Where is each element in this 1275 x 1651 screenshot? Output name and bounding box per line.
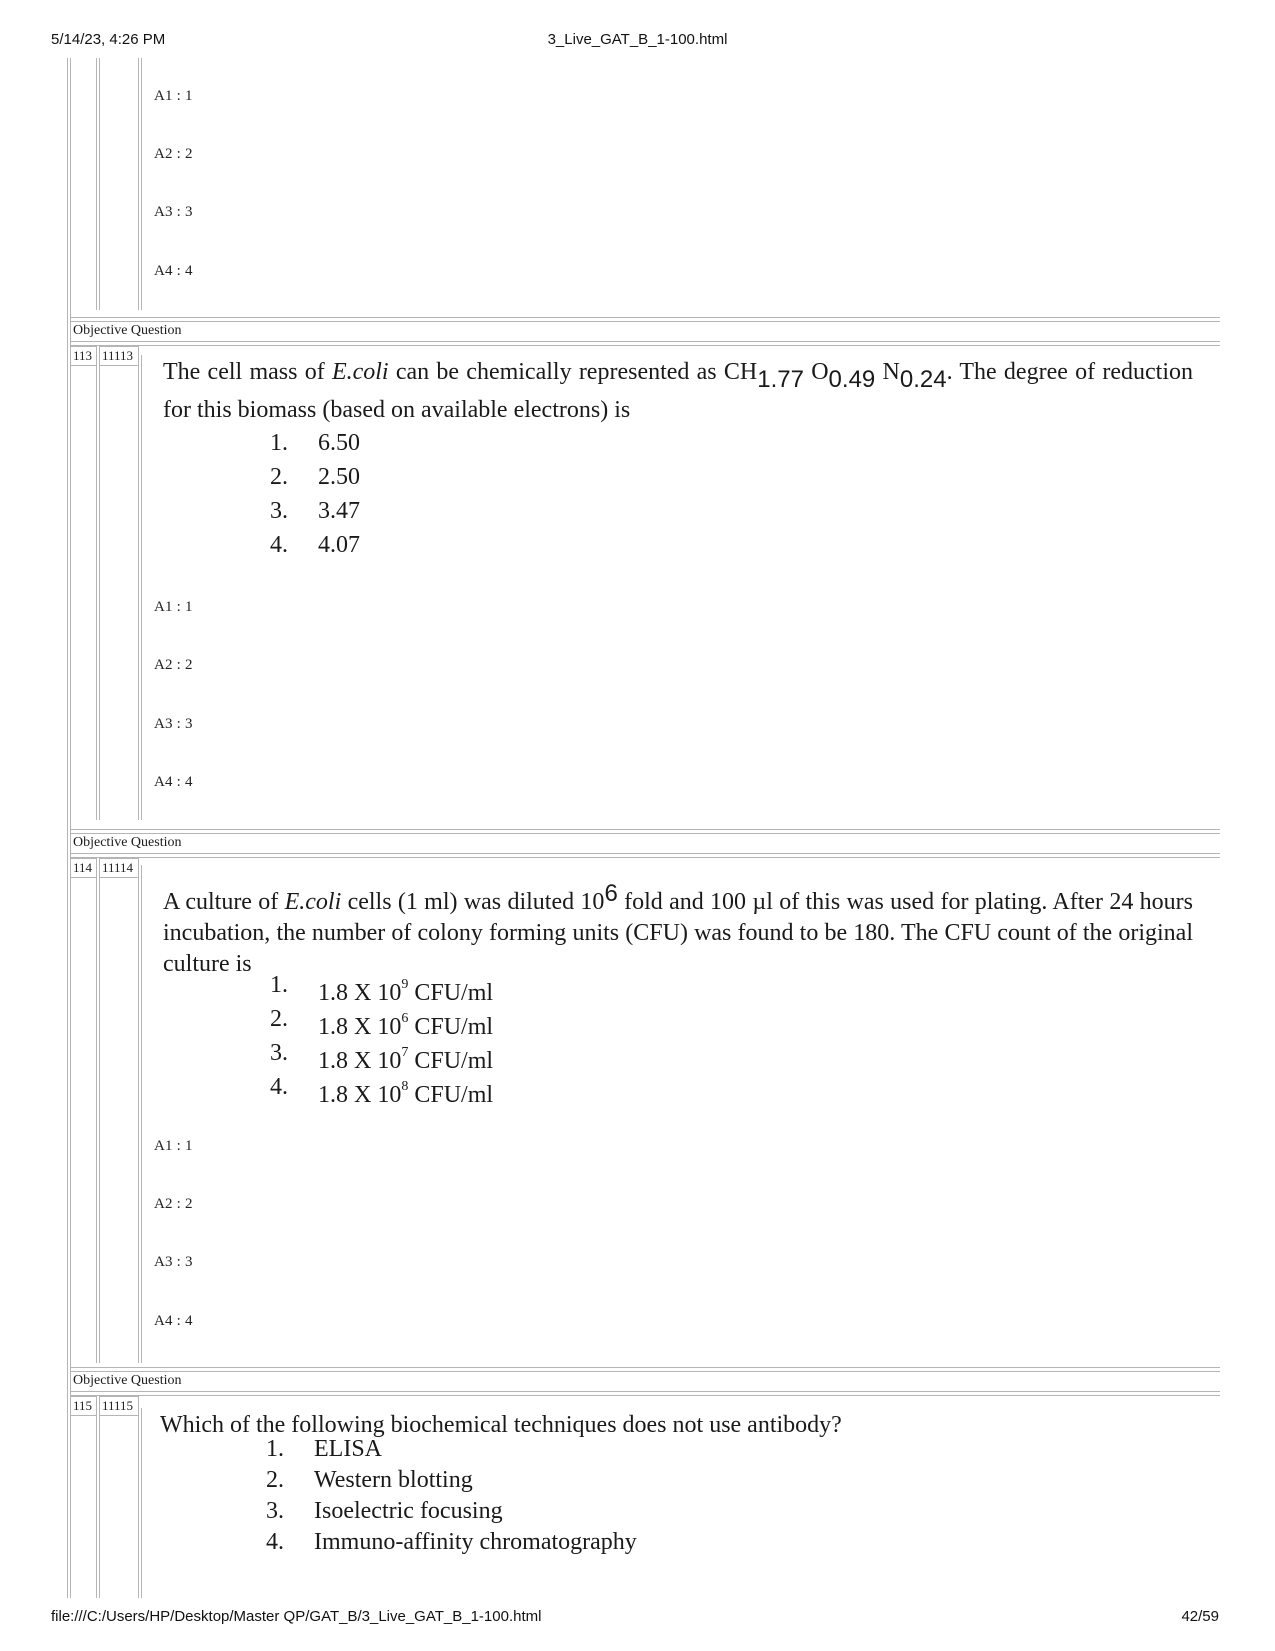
answer-key-a2: A2 : 2 [154, 657, 193, 673]
question-serial: 115 [70, 1396, 97, 1416]
option-text: 4.07 [318, 532, 360, 558]
print-datetime: 5/14/23, 4:26 PM [51, 31, 166, 48]
grid-line [141, 355, 142, 820]
answer-key-a1: A1 : 1 [154, 599, 193, 615]
print-file-path: file:///C:/Users/HP/Desktop/Master QP/GAT_B/3_Live_GAT_B_1-100.html [51, 1608, 542, 1625]
option-number: 2. [270, 1006, 288, 1032]
grid-line [138, 1408, 139, 1598]
option-text: 2.50 [318, 464, 360, 490]
question-type-label: Objective Question [73, 835, 182, 850]
answer-key-a3: A3 : 3 [154, 716, 193, 732]
exponent: 6 [401, 1011, 409, 1026]
superscript: 6 [604, 880, 618, 907]
question-text-part: O [803, 359, 829, 385]
subscript: 0.24 [899, 366, 947, 393]
grid-line [67, 58, 68, 1598]
option-number: 3. [266, 1498, 284, 1524]
exponent: 9 [401, 977, 409, 992]
grid-line [141, 865, 142, 1363]
question-type-label: Objective Question [73, 1373, 182, 1388]
row-divider [70, 829, 1220, 834]
option-base: 1.8 X 10 [318, 1082, 402, 1108]
answer-key-a3: A3 : 3 [154, 1254, 193, 1270]
option-number: 1. [266, 1436, 284, 1462]
option-text: Western blotting [314, 1467, 473, 1493]
grid-line [99, 355, 100, 820]
option-number: 2. [270, 464, 288, 490]
grid-line [99, 58, 100, 310]
question-text: Which of the following biochemical techniques does not use antibody? [160, 1412, 842, 1438]
option-base: 1.8 X 10 [318, 1048, 402, 1074]
option-text: Isoelectric focusing [314, 1498, 503, 1524]
grid-line [99, 1408, 100, 1598]
grid-line [138, 865, 139, 1363]
question-text-part: A culture of [163, 889, 285, 915]
grid-line [96, 58, 97, 310]
question-text-part: The cell mass of [163, 359, 332, 385]
question-serial: 113 [70, 346, 97, 366]
row-divider [70, 1367, 1220, 1372]
question-text-part: cells (1 ml) was diluted 10 [341, 889, 605, 915]
option-text: ELISA [314, 1436, 382, 1462]
question-type-label: Objective Question [73, 323, 182, 338]
option-base: 1.8 X 10 [318, 980, 402, 1006]
option-text: 6.50 [318, 430, 360, 456]
grid-line [96, 355, 97, 820]
answer-key-a2: A2 : 2 [154, 146, 193, 162]
option-number: 2. [266, 1467, 284, 1493]
option-unit: CFU/ml [408, 1014, 494, 1040]
row-divider [70, 317, 1220, 322]
question-text-part: fold and 100 µl of this was used for plating. After 24 hours incubation, the number of colony forming units (CFU) was found to be 180. The CFU count of the original culture is [163, 889, 1194, 977]
option-number: 3. [270, 1040, 288, 1066]
option-number: 4. [270, 1074, 288, 1100]
option-unit: CFU/ml [408, 980, 494, 1006]
answer-key-a2: A2 : 2 [154, 1196, 193, 1212]
question-text-part: . The degree of reduction for this biomass (based on available electrons) is [163, 359, 1193, 423]
grid-line [99, 865, 100, 1363]
grid-line [96, 1408, 97, 1598]
row-divider [70, 341, 1220, 346]
question-serial: 114 [70, 858, 97, 878]
row-divider [70, 853, 1220, 858]
exponent: 7 [401, 1045, 409, 1060]
answer-key-a4: A4 : 4 [154, 263, 193, 279]
subscript: 0.49 [828, 366, 876, 393]
grid-line [141, 58, 142, 310]
option-text [318, 1070, 493, 1112]
option-unit: CFU/ml [408, 1082, 494, 1108]
question-id: 11113 [99, 346, 139, 366]
print-page-title: 3_Live_GAT_B_1-100.html [547, 31, 728, 48]
answer-key-a3: A3 : 3 [154, 204, 193, 220]
row-divider [70, 1391, 1220, 1396]
option-number: 4. [266, 1529, 284, 1555]
option-number: 1. [270, 972, 288, 998]
option-number: 1. [270, 430, 288, 456]
question-id: 11114 [99, 858, 139, 878]
print-page-number: 42/59 [1181, 1608, 1219, 1625]
option-text: 3.47 [318, 498, 360, 524]
exponent: 8 [401, 1079, 409, 1094]
subscript: 1.77 [757, 366, 804, 393]
organism-name: E.coli [331, 359, 389, 385]
option-number: 4. [270, 532, 288, 558]
option-base: 1.8 X 10 [318, 1014, 402, 1040]
answer-key-a1: A1 : 1 [154, 1138, 193, 1154]
question-text-part: can be chemically represented as CH [388, 359, 758, 385]
grid-line [96, 865, 97, 1363]
answer-key-a1: A1 : 1 [154, 88, 193, 104]
answer-key-a4: A4 : 4 [154, 774, 193, 790]
question-id: 11115 [99, 1396, 139, 1416]
option-text: Immuno-affinity chromatography [314, 1529, 637, 1555]
grid-line [138, 58, 139, 310]
option-number: 3. [270, 498, 288, 524]
option-unit: CFU/ml [408, 1048, 494, 1074]
grid-line [141, 1408, 142, 1598]
grid-line [138, 355, 139, 820]
question-text-part: N [875, 359, 900, 385]
answer-key-a4: A4 : 4 [154, 1313, 193, 1329]
question-text [163, 878, 1193, 980]
question-text [163, 357, 1193, 426]
organism-name: E.coli [284, 889, 342, 915]
